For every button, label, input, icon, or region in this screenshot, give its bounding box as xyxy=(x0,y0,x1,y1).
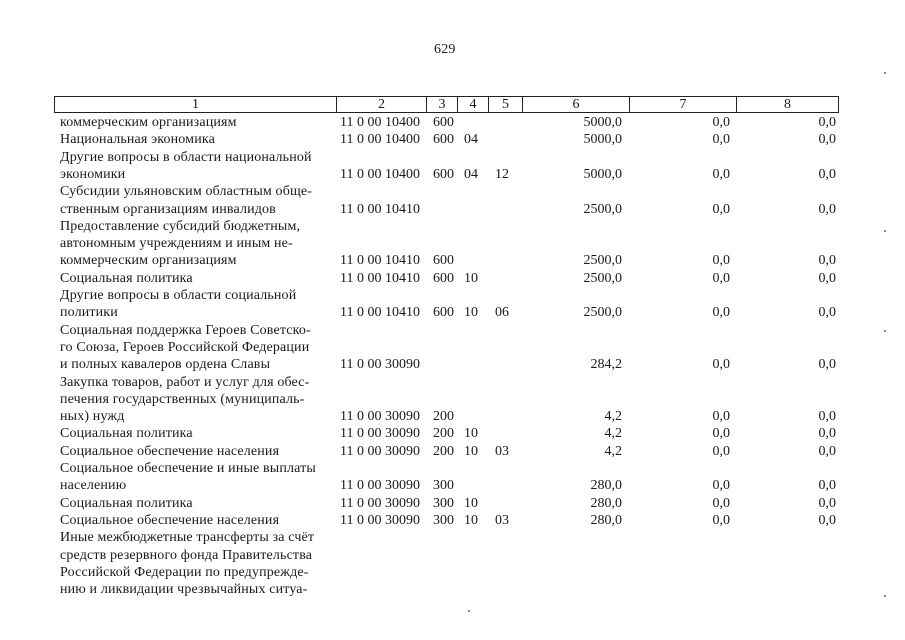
row-amount-col8: 0,0 xyxy=(818,166,836,182)
row-description: автономным учреждениям и иным не- xyxy=(60,236,293,252)
row-amount-col8: 0,0 xyxy=(818,478,836,494)
column-header-6: 6 xyxy=(523,97,630,113)
row-amount-col7: 0,0 xyxy=(712,166,730,182)
table-row xyxy=(0,114,905,131)
row-section: 10 xyxy=(464,443,478,459)
row-description: Социальное обеспечение населения xyxy=(60,512,280,528)
row-vr-code: 300 xyxy=(433,495,454,511)
row-vr-code: 600 xyxy=(433,305,454,321)
row-vr-code: 200 xyxy=(433,426,454,442)
row-subsection: 03 xyxy=(495,512,509,528)
row-amount-col6: 280,0 xyxy=(590,495,622,511)
column-header-row xyxy=(55,97,839,113)
page-number: 629 xyxy=(434,42,456,57)
row-description: нию и ликвидации чрезвычайных ситуа- xyxy=(60,582,308,598)
table-row xyxy=(0,252,905,269)
row-vr-code: 600 xyxy=(433,115,454,130)
row-description: Иные межбюджетные трансферты за счёт xyxy=(60,530,315,546)
column-header-1: 1 xyxy=(55,97,337,113)
row-section: 04 xyxy=(464,166,478,182)
row-amount-col8: 0,0 xyxy=(818,426,836,442)
row-amount-col6: 284,2 xyxy=(590,357,622,373)
row-csr-code: 11 0 00 30090 xyxy=(340,409,420,425)
row-subsection: 03 xyxy=(495,443,509,459)
row-description: политики xyxy=(60,305,118,321)
row-section: 10 xyxy=(464,270,478,286)
row-csr-code: 11 0 00 10400 xyxy=(340,115,420,130)
row-amount-col7: 0,0 xyxy=(712,443,730,459)
row-description: Закупка товаров, работ и услуг для обес- xyxy=(60,374,310,390)
table-row xyxy=(0,391,905,408)
row-amount-col7: 0,0 xyxy=(712,132,730,148)
table-row xyxy=(0,374,905,391)
column-header-2: 2 xyxy=(337,97,427,113)
table-row xyxy=(0,166,905,183)
row-description: населению xyxy=(60,478,127,494)
row-amount-col7: 0,0 xyxy=(712,512,730,528)
row-section: 10 xyxy=(464,426,478,442)
row-amount-col7: 0,0 xyxy=(712,478,730,494)
row-section: 10 xyxy=(464,495,478,511)
row-amount-col7: 0,0 xyxy=(712,495,730,511)
scan-speck xyxy=(884,330,886,332)
row-description: Социальная политика xyxy=(60,426,193,442)
row-csr-code: 11 0 00 10410 xyxy=(340,305,420,321)
table-row xyxy=(0,149,905,166)
row-description: Социальное обеспечение населения xyxy=(60,443,280,459)
row-vr-code: 300 xyxy=(433,478,454,494)
row-amount-col6: 5000,0 xyxy=(583,132,622,148)
row-subsection: 06 xyxy=(495,305,509,321)
table-row xyxy=(0,304,905,321)
row-amount-col8: 0,0 xyxy=(818,253,836,269)
row-amount-col6: 5000,0 xyxy=(583,115,622,130)
table-row xyxy=(0,287,905,304)
row-description: ных) нужд xyxy=(60,409,125,425)
row-amount-col7: 0,0 xyxy=(712,201,730,217)
row-amount-col8: 0,0 xyxy=(818,115,836,130)
table-row xyxy=(0,512,905,529)
row-section: 04 xyxy=(464,132,478,148)
table-row xyxy=(0,201,905,218)
row-amount-col7: 0,0 xyxy=(712,426,730,442)
table-row xyxy=(0,564,905,581)
row-description: Социальная политика xyxy=(60,495,193,511)
table-row xyxy=(0,581,905,598)
row-amount-col7: 0,0 xyxy=(712,357,730,373)
row-amount-col7: 0,0 xyxy=(712,253,730,269)
column-header-3: 3 xyxy=(427,97,458,113)
table-row xyxy=(0,477,905,494)
row-amount-col6: 4,2 xyxy=(604,409,622,425)
row-vr-code: 600 xyxy=(433,166,454,182)
row-description: Социальная политика xyxy=(60,270,193,286)
scan-speck xyxy=(884,230,886,232)
table-row xyxy=(0,183,905,200)
row-amount-col8: 0,0 xyxy=(818,357,836,373)
table-row xyxy=(0,339,905,356)
row-amount-col8: 0,0 xyxy=(818,270,836,286)
row-amount-col8: 0,0 xyxy=(818,305,836,321)
row-csr-code: 11 0 00 30090 xyxy=(340,495,420,511)
table-row xyxy=(0,131,905,148)
row-csr-code: 11 0 00 30090 xyxy=(340,478,420,494)
column-header-8: 8 xyxy=(737,97,839,113)
column-header-7: 7 xyxy=(630,97,737,113)
row-amount-col8: 0,0 xyxy=(818,132,836,148)
row-amount-col7: 0,0 xyxy=(712,115,730,130)
row-csr-code: 11 0 00 10410 xyxy=(340,270,420,286)
row-description: Субсидии ульяновским областным обще- xyxy=(60,184,313,200)
row-amount-col6: 2500,0 xyxy=(583,270,622,286)
row-amount-col8: 0,0 xyxy=(818,495,836,511)
row-amount-col7: 0,0 xyxy=(712,270,730,286)
row-csr-code: 11 0 00 30090 xyxy=(340,357,420,373)
row-vr-code: 600 xyxy=(433,253,454,269)
row-amount-col8: 0,0 xyxy=(818,512,836,528)
row-description: коммерческим организациям xyxy=(60,115,237,130)
row-csr-code: 11 0 00 30090 xyxy=(340,443,420,459)
table-row xyxy=(0,460,905,477)
row-description: Предоставление субсидий бюджетным, xyxy=(60,218,301,234)
row-description: и полных кавалеров ордена Славы xyxy=(60,357,271,373)
row-description: го Союза, Героев Российской Федерации xyxy=(60,339,310,355)
row-amount-col6: 2500,0 xyxy=(583,305,622,321)
row-amount-col6: 280,0 xyxy=(590,478,622,494)
table-row xyxy=(0,408,905,425)
row-vr-code: 600 xyxy=(433,270,454,286)
row-description: Социальная поддержка Героев Советско- xyxy=(60,322,311,338)
scan-speck xyxy=(884,72,886,74)
row-description: экономики xyxy=(60,166,126,182)
row-amount-col8: 0,0 xyxy=(818,409,836,425)
row-amount-col7: 0,0 xyxy=(712,305,730,321)
column-header-table xyxy=(54,96,839,113)
row-amount-col6: 4,2 xyxy=(604,443,622,459)
row-vr-code: 600 xyxy=(433,132,454,148)
table-row xyxy=(0,356,905,373)
row-amount-col6: 2500,0 xyxy=(583,253,622,269)
row-amount-col6: 4,2 xyxy=(604,426,622,442)
row-amount-col6: 5000,0 xyxy=(583,166,622,182)
row-csr-code: 11 0 00 30090 xyxy=(340,426,420,442)
row-amount-col6: 2500,0 xyxy=(583,201,622,217)
row-csr-code: 11 0 00 10400 xyxy=(340,132,420,148)
table-row xyxy=(0,547,905,564)
column-header-5: 5 xyxy=(489,97,523,113)
row-description: Другие вопросы в области национальной xyxy=(60,149,312,165)
row-description: печения государственных (муниципаль- xyxy=(60,391,305,407)
row-vr-code: 300 xyxy=(433,512,454,528)
table-row xyxy=(0,443,905,460)
row-amount-col6: 280,0 xyxy=(590,512,622,528)
row-section: 10 xyxy=(464,305,478,321)
row-description: Социальное обеспечение и иные выплаты xyxy=(60,461,316,476)
row-subsection: 12 xyxy=(495,166,509,182)
row-description: средств резервного фонда Правительства xyxy=(60,547,313,563)
table-row xyxy=(0,529,905,546)
row-csr-code: 11 0 00 10410 xyxy=(340,201,420,217)
row-csr-code: 11 0 00 10400 xyxy=(340,166,420,182)
table-row xyxy=(0,322,905,339)
row-description: Другие вопросы в области социальной xyxy=(60,288,297,303)
row-amount-col7: 0,0 xyxy=(712,409,730,425)
table-row xyxy=(0,270,905,287)
table-row xyxy=(0,235,905,252)
row-description: Национальная экономика xyxy=(60,132,215,148)
column-header-4: 4 xyxy=(458,97,489,113)
table-row xyxy=(0,218,905,235)
row-description: ственным организациям инвалидов xyxy=(60,201,276,217)
scan-speck xyxy=(468,610,470,612)
row-amount-col8: 0,0 xyxy=(818,201,836,217)
row-vr-code: 200 xyxy=(433,443,454,459)
row-vr-code: 200 xyxy=(433,409,454,425)
row-csr-code: 11 0 00 10410 xyxy=(340,253,420,269)
table-row xyxy=(0,425,905,442)
row-description: Российской Федерации по предупрежде- xyxy=(60,564,309,580)
row-description: коммерческим организациям xyxy=(60,253,237,269)
table-row xyxy=(0,495,905,512)
row-section: 10 xyxy=(464,512,478,528)
scan-speck xyxy=(884,595,886,597)
row-csr-code: 11 0 00 30090 xyxy=(340,512,420,528)
row-amount-col8: 0,0 xyxy=(818,443,836,459)
